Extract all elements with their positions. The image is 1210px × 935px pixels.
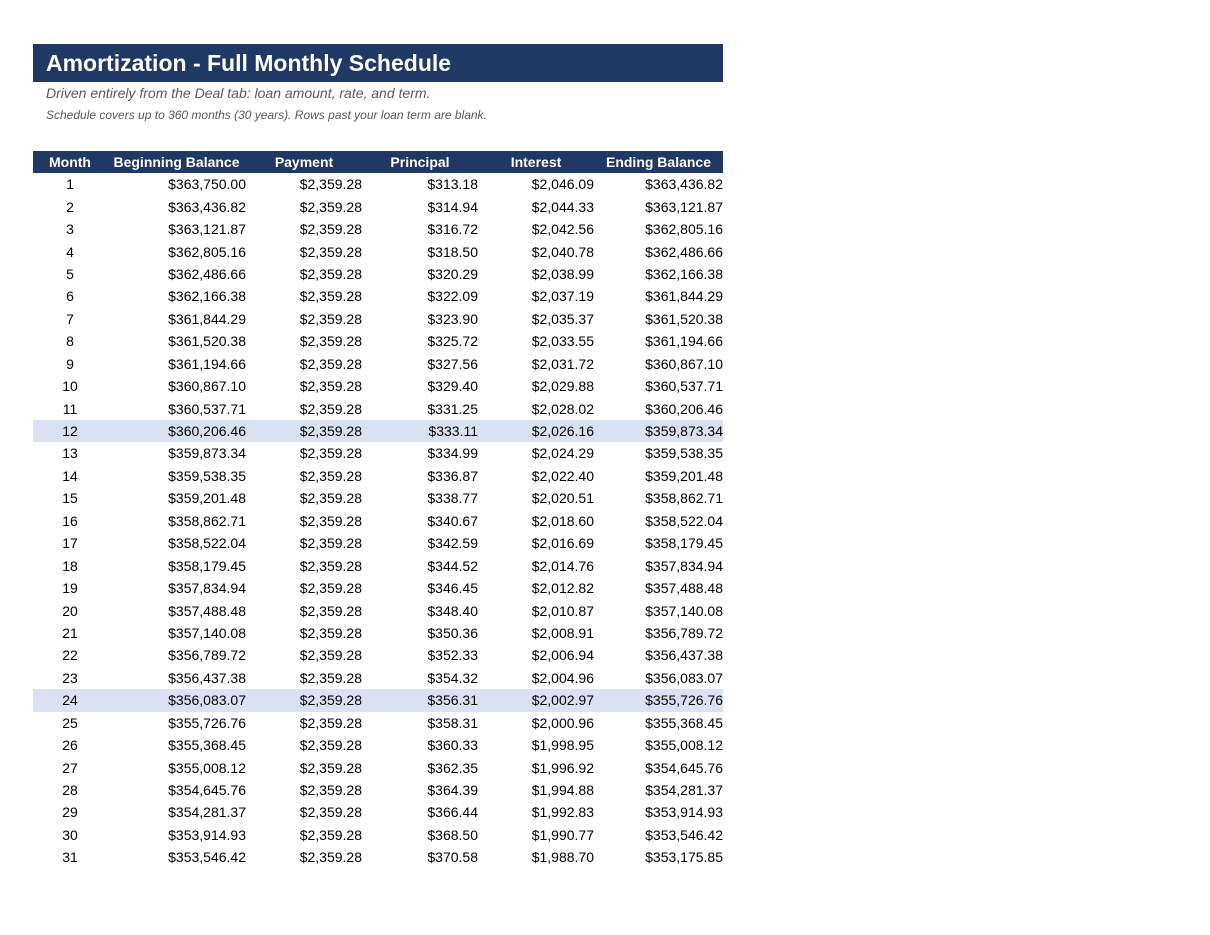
column-header-ending-balance: Ending Balance	[594, 151, 723, 173]
cell-month: 29	[62, 804, 78, 821]
cell-payment: $2,359.28	[299, 602, 362, 619]
column-header-payment: Payment	[246, 151, 362, 173]
cell-interest: $2,006.94	[531, 647, 594, 664]
cell-month: 5	[66, 265, 74, 282]
cell-principal: $338.77	[427, 490, 478, 507]
page-subtitle: Driven entirely from the Deal tab: loan amount, rate, and term.	[46, 85, 431, 101]
cell-month: 31	[62, 849, 78, 866]
table-row	[33, 779, 723, 801]
cell-principal: $358.31	[427, 714, 478, 731]
cell-interest: $2,046.09	[531, 176, 594, 193]
cell-payment: $2,359.28	[246, 420, 362, 442]
table-row	[33, 195, 723, 217]
cell-interest: $2,042.56	[531, 221, 594, 238]
cell-beginning-balance: $355,368.45	[168, 737, 246, 754]
table-row	[33, 734, 723, 756]
cell-interest: $1,992.83	[531, 804, 594, 821]
cell-payment: $2,359.28	[299, 176, 362, 193]
cell-interest: $2,020.51	[531, 490, 594, 507]
table-row	[33, 577, 723, 599]
cell-ending-balance: $360,537.71	[645, 378, 723, 395]
cell-beginning-balance: $357,140.08	[168, 624, 246, 641]
cell-ending-balance: $356,437.38	[645, 647, 723, 664]
cell-month: 21	[62, 624, 78, 641]
cell-month: 17	[62, 535, 78, 552]
cell-month: 15	[62, 490, 78, 507]
cell-principal: $350.36	[427, 624, 478, 641]
cell-payment: $2,359.28	[299, 714, 362, 731]
cell-principal: $318.50	[427, 243, 478, 260]
cell-principal: $356.31	[362, 689, 478, 711]
cell-interest: $2,004.96	[531, 669, 594, 686]
cell-payment: $2,359.28	[299, 310, 362, 327]
cell-ending-balance: $360,206.46	[645, 400, 723, 417]
cell-payment: $2,359.28	[299, 445, 362, 462]
cell-interest: $2,016.69	[531, 535, 594, 552]
cell-month: 16	[62, 512, 78, 529]
cell-month: 26	[62, 737, 78, 754]
cell-beginning-balance: $354,281.37	[168, 804, 246, 821]
cell-payment: $2,359.28	[299, 265, 362, 282]
cell-payment: $2,359.28	[299, 512, 362, 529]
cell-month: 19	[62, 580, 78, 597]
cell-ending-balance: $360,867.10	[645, 355, 723, 372]
cell-ending-balance: $358,179.45	[645, 535, 723, 552]
cell-ending-balance: $355,726.76	[594, 689, 723, 711]
cell-beginning-balance: $353,914.93	[168, 826, 246, 843]
cell-principal: $352.33	[427, 647, 478, 664]
cell-month: 27	[62, 759, 78, 776]
cell-principal: $333.11	[362, 420, 478, 442]
cell-ending-balance: $354,281.37	[645, 782, 723, 799]
cell-ending-balance: $359,201.48	[645, 467, 723, 484]
cell-ending-balance: $363,436.82	[645, 176, 723, 193]
table-header-row	[33, 151, 723, 173]
cell-interest: $2,000.96	[531, 714, 594, 731]
cell-payment: $2,359.28	[246, 689, 362, 711]
cell-interest: $1,988.70	[531, 849, 594, 866]
cell-payment: $2,359.28	[299, 288, 362, 305]
cell-beginning-balance: $356,789.72	[168, 647, 246, 664]
cell-interest: $2,031.72	[531, 355, 594, 372]
cell-ending-balance: $355,368.45	[645, 714, 723, 731]
cell-beginning-balance: $358,862.71	[168, 512, 246, 529]
cell-beginning-balance: $363,436.82	[168, 198, 246, 215]
cell-month: 3	[66, 221, 74, 238]
cell-principal: $325.72	[427, 333, 478, 350]
cell-ending-balance: $359,873.34	[594, 420, 723, 442]
cell-payment: $2,359.28	[299, 467, 362, 484]
cell-payment: $2,359.28	[299, 243, 362, 260]
cell-beginning-balance: $354,645.76	[168, 782, 246, 799]
cell-month: 8	[66, 333, 74, 350]
table-row	[33, 353, 723, 375]
cell-payment: $2,359.28	[299, 355, 362, 372]
table-row	[33, 330, 723, 352]
amortization-table	[33, 151, 723, 869]
cell-principal: $329.40	[427, 378, 478, 395]
cell-month: 4	[66, 243, 74, 260]
cell-payment: $2,359.28	[299, 737, 362, 754]
table-row	[33, 173, 723, 195]
cell-principal: $331.25	[427, 400, 478, 417]
table-row	[33, 240, 723, 262]
cell-beginning-balance: $359,873.34	[168, 445, 246, 462]
cell-beginning-balance: $353,546.42	[168, 849, 246, 866]
cell-month: 24	[33, 689, 107, 711]
cell-ending-balance: $361,194.66	[645, 333, 723, 350]
cell-beginning-balance: $356,083.07	[107, 689, 246, 711]
cell-interest: $2,044.33	[531, 198, 594, 215]
cell-ending-balance: $361,520.38	[645, 310, 723, 327]
cell-principal: $346.45	[427, 580, 478, 597]
table-row	[33, 667, 723, 689]
cell-payment: $2,359.28	[299, 759, 362, 776]
cell-interest: $2,037.19	[531, 288, 594, 305]
cell-ending-balance: $358,522.04	[645, 512, 723, 529]
cell-ending-balance: $362,166.38	[645, 265, 723, 282]
cell-month: 2	[66, 198, 74, 215]
cell-interest: $2,018.60	[531, 512, 594, 529]
table-row	[33, 263, 723, 285]
table-row	[33, 712, 723, 734]
title-bar	[33, 44, 723, 82]
schedule-note: Schedule covers up to 360 months (30 years). Rows past your loan term are blank.	[46, 108, 487, 122]
cell-payment: $2,359.28	[299, 669, 362, 686]
cell-ending-balance: $356,789.72	[645, 624, 723, 641]
cell-payment: $2,359.28	[299, 333, 362, 350]
cell-principal: $364.39	[427, 782, 478, 799]
cell-principal: $370.58	[427, 849, 478, 866]
cell-principal: $314.94	[427, 198, 478, 215]
cell-month: 11	[62, 400, 78, 417]
cell-interest: $1,998.95	[531, 737, 594, 754]
table-row	[33, 644, 723, 666]
cell-interest: $1,994.88	[531, 782, 594, 799]
table-row	[33, 824, 723, 846]
cell-ending-balance: $355,008.12	[645, 737, 723, 754]
cell-ending-balance: $353,546.42	[645, 826, 723, 843]
cell-interest: $2,033.55	[531, 333, 594, 350]
cell-payment: $2,359.28	[299, 849, 362, 866]
cell-payment: $2,359.28	[299, 378, 362, 395]
cell-ending-balance: $359,538.35	[645, 445, 723, 462]
cell-month: 10	[62, 378, 78, 395]
cell-payment: $2,359.28	[299, 221, 362, 238]
cell-beginning-balance: $360,537.71	[168, 400, 246, 417]
cell-beginning-balance: $363,121.87	[168, 221, 246, 238]
cell-payment: $2,359.28	[299, 647, 362, 664]
cell-payment: $2,359.28	[299, 198, 362, 215]
cell-beginning-balance: $361,844.29	[168, 310, 246, 327]
column-header-month: Month	[33, 151, 107, 173]
column-header-interest: Interest	[478, 151, 594, 173]
cell-principal: $362.35	[427, 759, 478, 776]
table-row	[33, 756, 723, 778]
cell-interest: $2,029.88	[531, 378, 594, 395]
column-header-beginning-balance: Beginning Balance	[107, 151, 246, 173]
table-row	[33, 689, 723, 711]
cell-beginning-balance: $363,750.00	[168, 176, 246, 193]
cell-ending-balance: $353,914.93	[645, 804, 723, 821]
cell-month: 14	[62, 467, 78, 484]
cell-beginning-balance: $360,867.10	[168, 378, 246, 395]
cell-ending-balance: $361,844.29	[645, 288, 723, 305]
table-row	[33, 442, 723, 464]
cell-ending-balance: $356,083.07	[645, 669, 723, 686]
table-row	[33, 801, 723, 823]
cell-beginning-balance: $360,206.46	[107, 420, 246, 442]
cell-principal: $340.67	[427, 512, 478, 529]
cell-principal: $322.09	[427, 288, 478, 305]
cell-beginning-balance: $362,805.16	[168, 243, 246, 260]
cell-beginning-balance: $359,201.48	[168, 490, 246, 507]
cell-month: 30	[62, 826, 78, 843]
cell-ending-balance: $362,805.16	[645, 221, 723, 238]
table-row	[33, 510, 723, 532]
cell-payment: $2,359.28	[299, 490, 362, 507]
table-row	[33, 375, 723, 397]
page-title: Amortization - Full Monthly Schedule	[46, 49, 452, 76]
cell-month: 28	[62, 782, 78, 799]
cell-ending-balance: $354,645.76	[645, 759, 723, 776]
cell-payment: $2,359.28	[299, 826, 362, 843]
cell-beginning-balance: $361,520.38	[168, 333, 246, 350]
cell-beginning-balance: $358,179.45	[168, 557, 246, 574]
cell-payment: $2,359.28	[299, 400, 362, 417]
cell-interest: $2,012.82	[531, 580, 594, 597]
cell-ending-balance: $357,834.94	[645, 557, 723, 574]
cell-interest: $2,010.87	[531, 602, 594, 619]
table-row	[33, 465, 723, 487]
cell-principal: $336.87	[427, 467, 478, 484]
cell-interest: $2,026.16	[478, 420, 594, 442]
cell-month: 12	[33, 420, 107, 442]
cell-ending-balance: $358,862.71	[645, 490, 723, 507]
cell-interest: $1,990.77	[531, 826, 594, 843]
cell-ending-balance: $357,140.08	[645, 602, 723, 619]
cell-interest: $2,040.78	[531, 243, 594, 260]
table-row	[33, 308, 723, 330]
cell-month: 18	[62, 557, 78, 574]
cell-principal: $323.90	[427, 310, 478, 327]
table-row	[33, 532, 723, 554]
cell-principal: $360.33	[427, 737, 478, 754]
cell-payment: $2,359.28	[299, 580, 362, 597]
table-row	[33, 622, 723, 644]
cell-month: 22	[62, 647, 78, 664]
cell-interest: $2,024.29	[531, 445, 594, 462]
cell-interest: $2,014.76	[531, 557, 594, 574]
cell-principal: $368.50	[427, 826, 478, 843]
table-row	[33, 846, 723, 868]
cell-interest: $2,038.99	[531, 265, 594, 282]
cell-month: 6	[66, 288, 74, 305]
cell-beginning-balance: $359,538.35	[168, 467, 246, 484]
cell-principal: $334.99	[427, 445, 478, 462]
cell-month: 1	[66, 176, 74, 193]
cell-month: 7	[66, 310, 74, 327]
cell-beginning-balance: $361,194.66	[168, 355, 246, 372]
cell-principal: $348.40	[427, 602, 478, 619]
cell-principal: $366.44	[427, 804, 478, 821]
table-row	[33, 554, 723, 576]
cell-principal: $316.72	[427, 221, 478, 238]
table-row	[33, 599, 723, 621]
cell-ending-balance: $362,486.66	[645, 243, 723, 260]
cell-beginning-balance: $356,437.38	[168, 669, 246, 686]
cell-principal: $320.29	[427, 265, 478, 282]
table-row	[33, 487, 723, 509]
cell-month: 23	[62, 669, 78, 686]
cell-principal: $313.18	[427, 176, 478, 193]
cell-interest: $1,996.92	[531, 759, 594, 776]
table-row	[33, 397, 723, 419]
cell-interest: $2,028.02	[531, 400, 594, 417]
cell-month: 9	[66, 355, 74, 372]
cell-ending-balance: $363,121.87	[645, 198, 723, 215]
cell-month: 13	[62, 445, 78, 462]
cell-beginning-balance: $362,486.66	[168, 265, 246, 282]
cell-payment: $2,359.28	[299, 782, 362, 799]
cell-interest: $2,002.97	[478, 689, 594, 711]
cell-principal: $354.32	[427, 669, 478, 686]
cell-month: 20	[62, 602, 78, 619]
cell-interest: $2,035.37	[531, 310, 594, 327]
table-body	[33, 173, 723, 869]
cell-ending-balance: $357,488.48	[645, 580, 723, 597]
cell-principal: $344.52	[427, 557, 478, 574]
cell-beginning-balance: $355,726.76	[168, 714, 246, 731]
cell-ending-balance: $353,175.85	[645, 849, 723, 866]
cell-payment: $2,359.28	[299, 804, 362, 821]
table-row	[33, 285, 723, 307]
cell-month: 25	[62, 714, 78, 731]
cell-payment: $2,359.28	[299, 624, 362, 641]
cell-beginning-balance: $357,488.48	[168, 602, 246, 619]
cell-payment: $2,359.28	[299, 557, 362, 574]
cell-beginning-balance: $357,834.94	[168, 580, 246, 597]
cell-beginning-balance: $355,008.12	[168, 759, 246, 776]
cell-interest: $2,008.91	[531, 624, 594, 641]
table-row	[33, 218, 723, 240]
cell-principal: $342.59	[427, 535, 478, 552]
cell-beginning-balance: $362,166.38	[168, 288, 246, 305]
column-header-principal: Principal	[362, 151, 478, 173]
cell-payment: $2,359.28	[299, 535, 362, 552]
table-row	[33, 420, 723, 442]
cell-principal: $327.56	[427, 355, 478, 372]
cell-interest: $2,022.40	[531, 467, 594, 484]
cell-beginning-balance: $358,522.04	[168, 535, 246, 552]
